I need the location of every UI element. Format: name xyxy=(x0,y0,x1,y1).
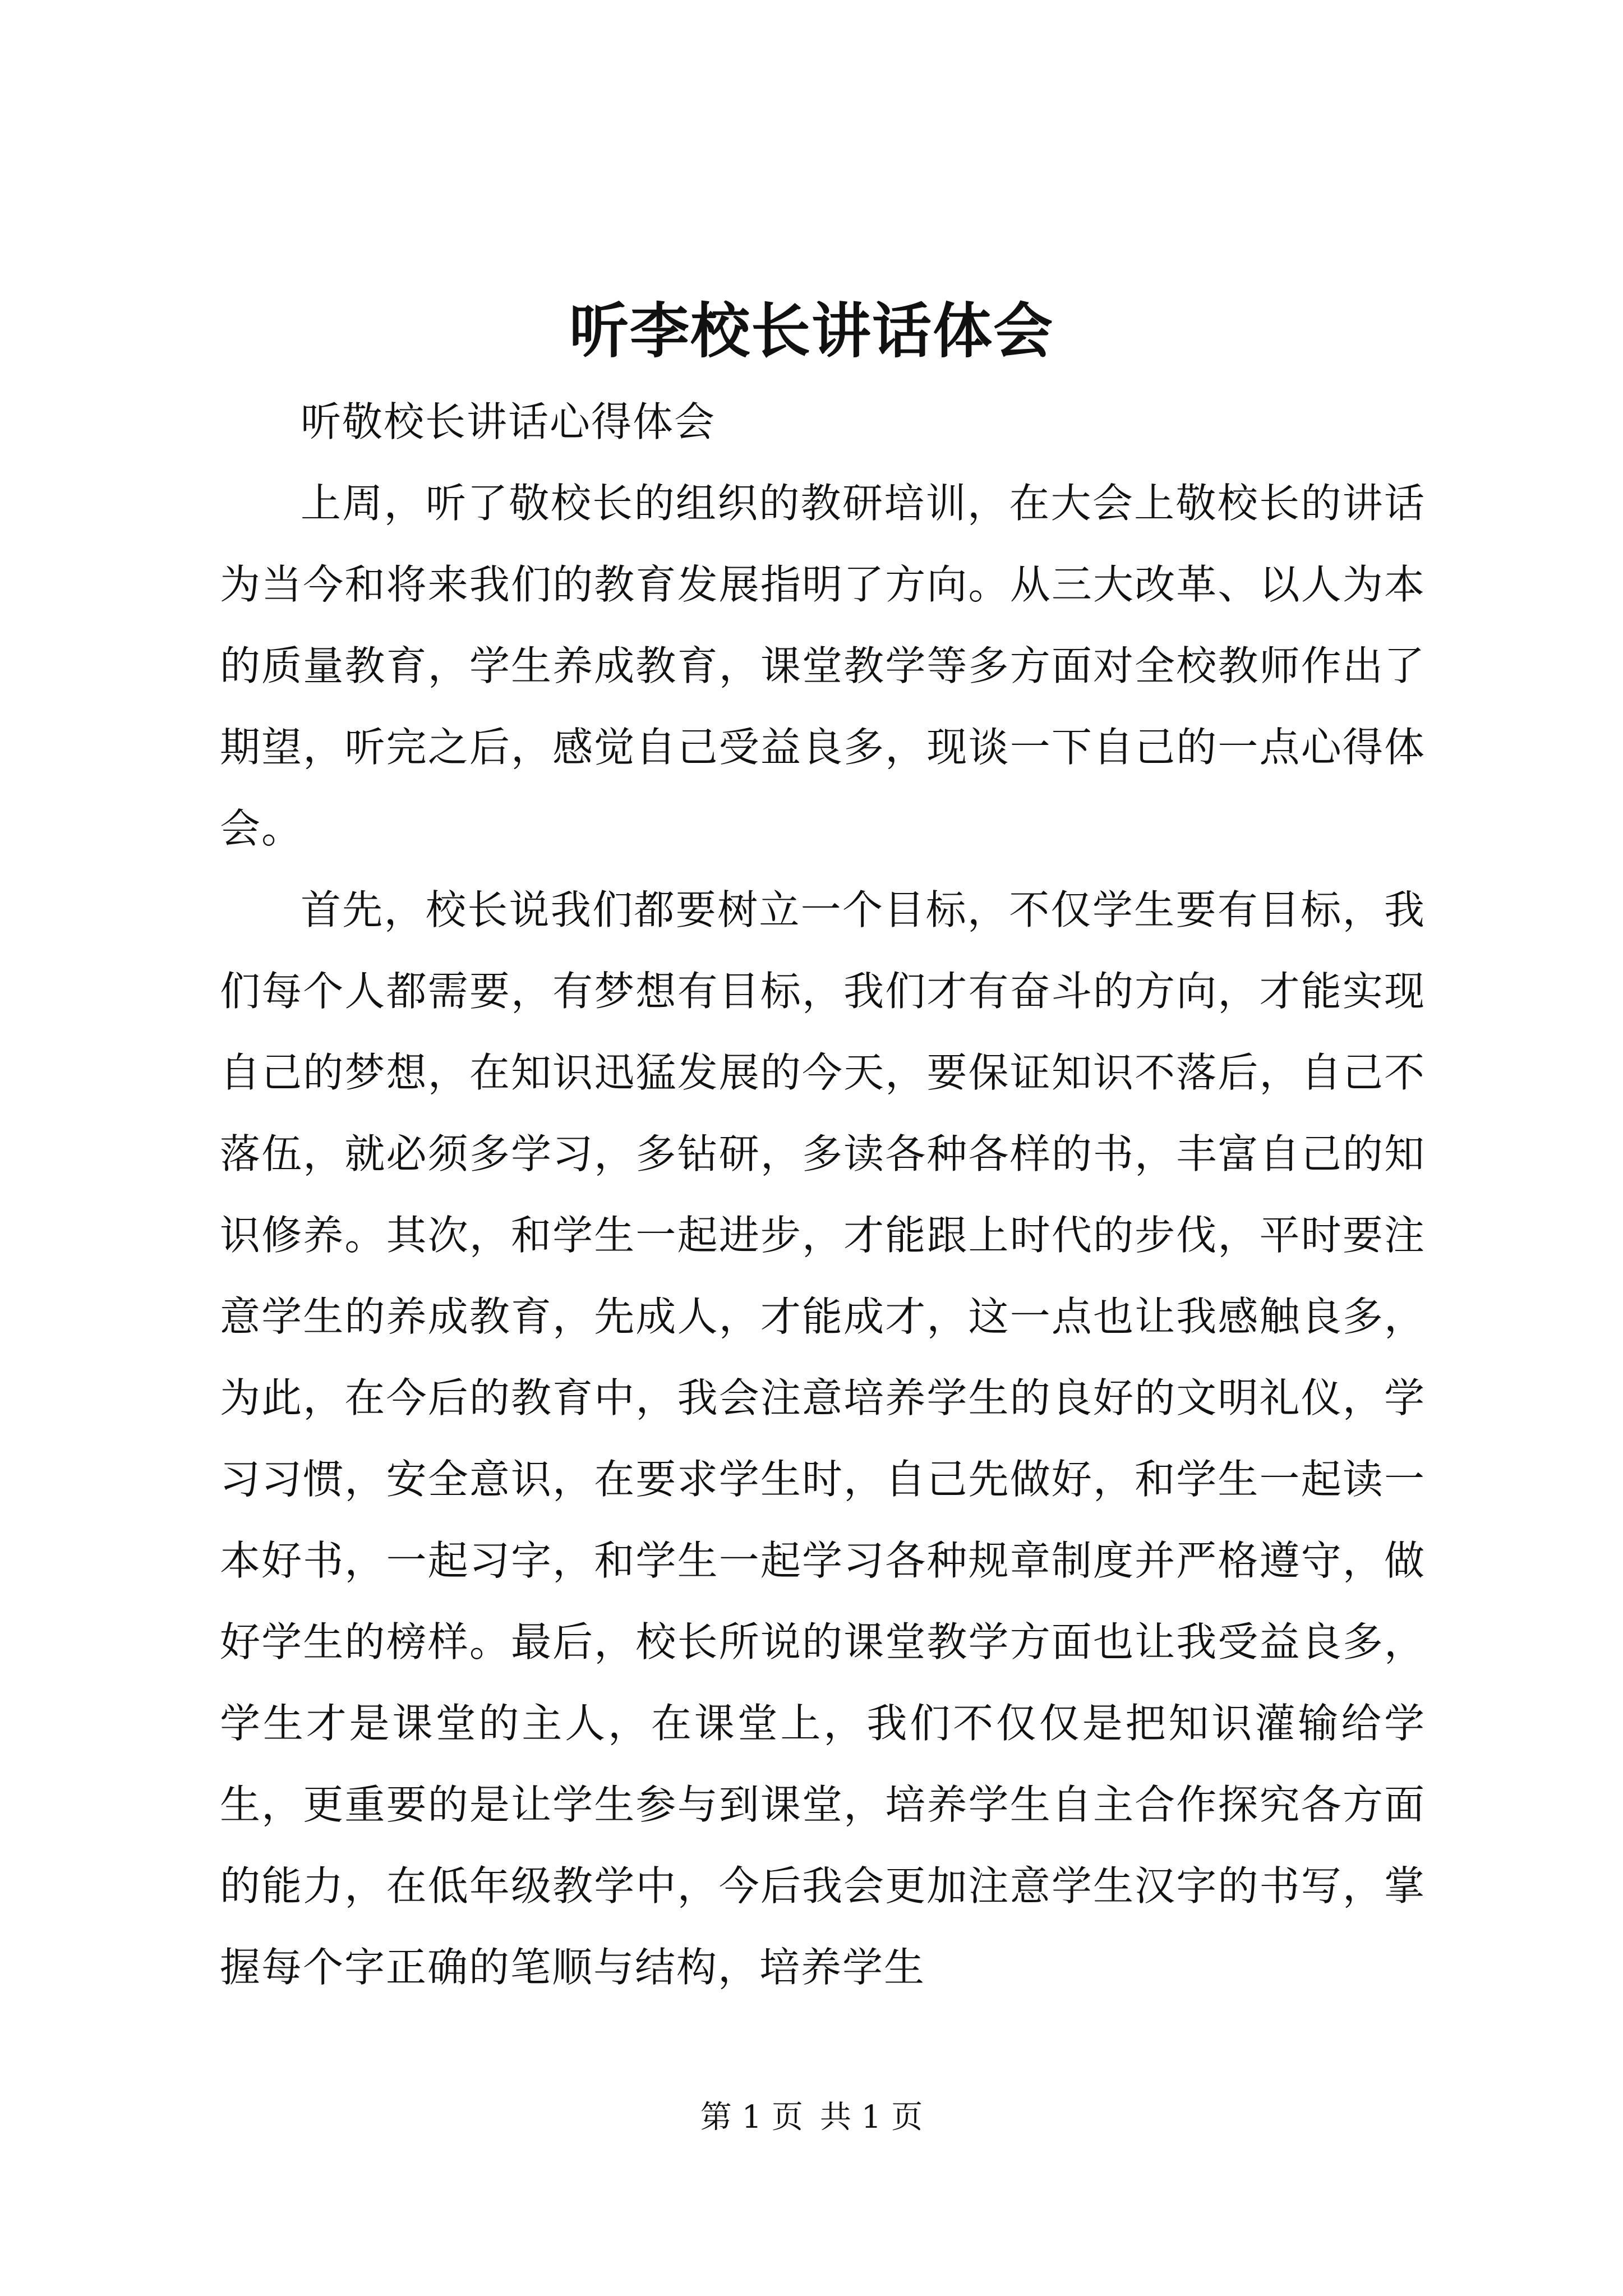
document-title: 听李校长讲话体会 xyxy=(569,296,1054,366)
page-number: 第 1 页 xyxy=(700,2099,803,2136)
page-footer xyxy=(0,2095,1623,2140)
paragraph-intro: 上周，听了敬校长的组织的教研培训，在大会上敬校长的讲话为当今和将来我们的教育发展指明了方向。从三大改革、以人为本的质量教育，学生养成教育，课堂教学等多方面对全校教师作出了期望，听完之后，感觉自己受益良多，现谈一下自己的一点心得体会。 xyxy=(220,480,1426,852)
paragraph-main: 首先，校长说我们都要树立一个目标，不仅学生要有目标，我们每个人都需要，有梦想有目标，我们才有奋斗的方向，才能实现自己的梦想，在知识迅猛发展的今天，要保证知识不落后，自己不落伍，就必须多学习，多钻研，多读各种各样的书，丰富自己的知识修养。其次，和学生一起进步，才能跟上时代的步伐，平时要注意学生的养成教育，先成人，才能成才，这一点也让我感触良多，为此，在今后的教育中，我会注意培养学生的良好的文明礼仪，学习习惯，安全意识，在要求学生时，自己先做好，和学生一起读一本好书，一起习字，和学生一起学习各种规章制度并严格遵守，做好学生的榜样。最后，校长所说的课堂教学方面也让我受益良多，学生才是课堂的主人，在课堂上，我们不仅仅是把知识灌输给学生，更重要的是让学生参与到课堂，培养学生自主合作探究各方面的能力，在低年级教学中，今后我会更加注意学生汉字的书写，掌握每个字正确的笔顺与结构，培养学生 xyxy=(220,886,1426,1991)
page-total: 共 1 页 xyxy=(820,2099,923,2136)
document-body xyxy=(220,381,1426,2008)
paragraph-subtitle: 听敬校长讲话心得体会 xyxy=(301,398,716,445)
